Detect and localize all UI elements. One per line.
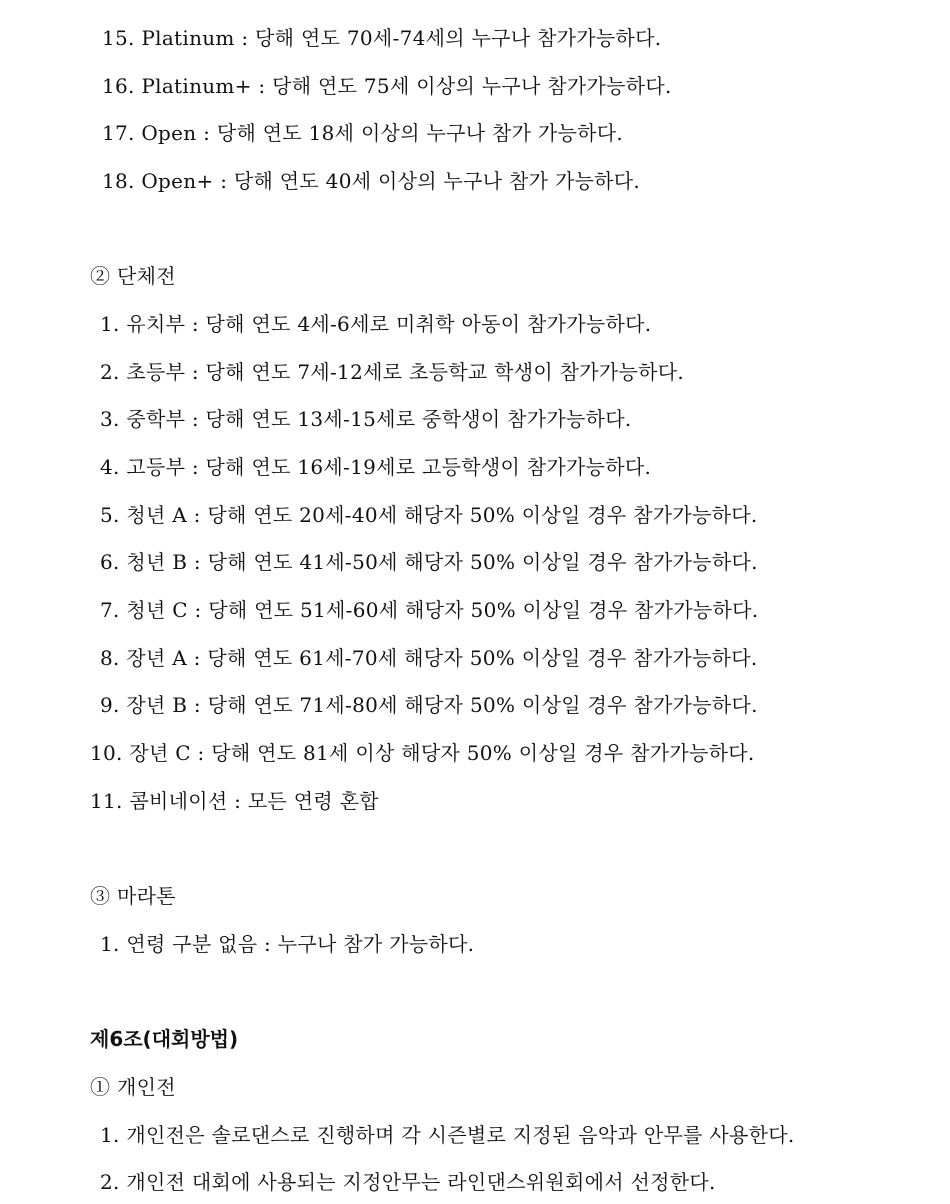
- group-item-1: 1. 유치부 : 당해 연도 4세-6세로 미취학 아동이 참가가능하다.: [100, 312, 652, 336]
- group-item-6: 6. 청년 B : 당해 연도 41세-50세 해당자 50% 이상일 경우 참가가능하다.: [100, 550, 758, 574]
- article-6-item-1: 1. 개인전은 솔로댄스로 진행하며 각 시즌별로 지정된 음악과 안무를 사용한다.: [100, 1123, 795, 1147]
- group-item-2: 2. 초등부 : 당해 연도 7세-12세로 초등학교 학생이 참가가능하다.: [100, 360, 685, 384]
- group-item-11: 11. 콤비네이션 : 모든 연령 혼합: [90, 789, 379, 813]
- article-6-item-2: 2. 개인전 대회에 사용되는 지정안무는 라인댄스위원회에서 선정한다.: [100, 1170, 716, 1194]
- group-item-5: 5. 청년 A : 당해 연도 20세-40세 해당자 50% 이상일 경우 참가가능하다.: [100, 503, 758, 527]
- group-item-3: 3. 중학부 : 당해 연도 13세-15세로 중학생이 참가가능하다.: [100, 407, 632, 431]
- group-item-4: 4. 고등부 : 당해 연도 16세-19세로 고등학생이 참가가능하다.: [100, 455, 652, 479]
- rule-17-open: 17. Open : 당해 연도 18세 이상의 누구나 참가 가능하다.: [102, 121, 624, 145]
- group-item-7: 7. 청년 C : 당해 연도 51세-60세 해당자 50% 이상일 경우 참가가능하다.: [100, 598, 759, 622]
- group-heading: ② 단체전: [90, 264, 176, 288]
- group-item-9: 9. 장년 B : 당해 연도 71세-80세 해당자 50% 이상일 경우 참가가능하다.: [100, 693, 758, 717]
- marathon-heading: ③ 마라톤: [90, 884, 176, 908]
- marathon-item-1: 1. 연령 구분 없음 : 누구나 참가 가능하다.: [100, 932, 475, 956]
- group-item-10: 10. 장년 C : 당해 연도 81세 이상 해당자 50% 이상일 경우 참가가능하다.: [90, 741, 755, 765]
- rule-15-platinum: 15. Platinum : 당해 연도 70세-74세의 누구나 참가가능하다.: [102, 26, 662, 50]
- article-6-title: 제6조(대회방법): [90, 1027, 239, 1051]
- group-item-8: 8. 장년 A : 당해 연도 61세-70세 해당자 50% 이상일 경우 참가가능하다.: [100, 646, 758, 670]
- rule-18-open-plus: 18. Open+ : 당해 연도 40세 이상의 누구나 참가 가능하다.: [102, 169, 641, 193]
- individual-heading: ① 개인전: [90, 1075, 176, 1099]
- rule-16-platinum-plus: 16. Platinum+ : 당해 연도 75세 이상의 누구나 참가가능하다.: [102, 74, 672, 98]
